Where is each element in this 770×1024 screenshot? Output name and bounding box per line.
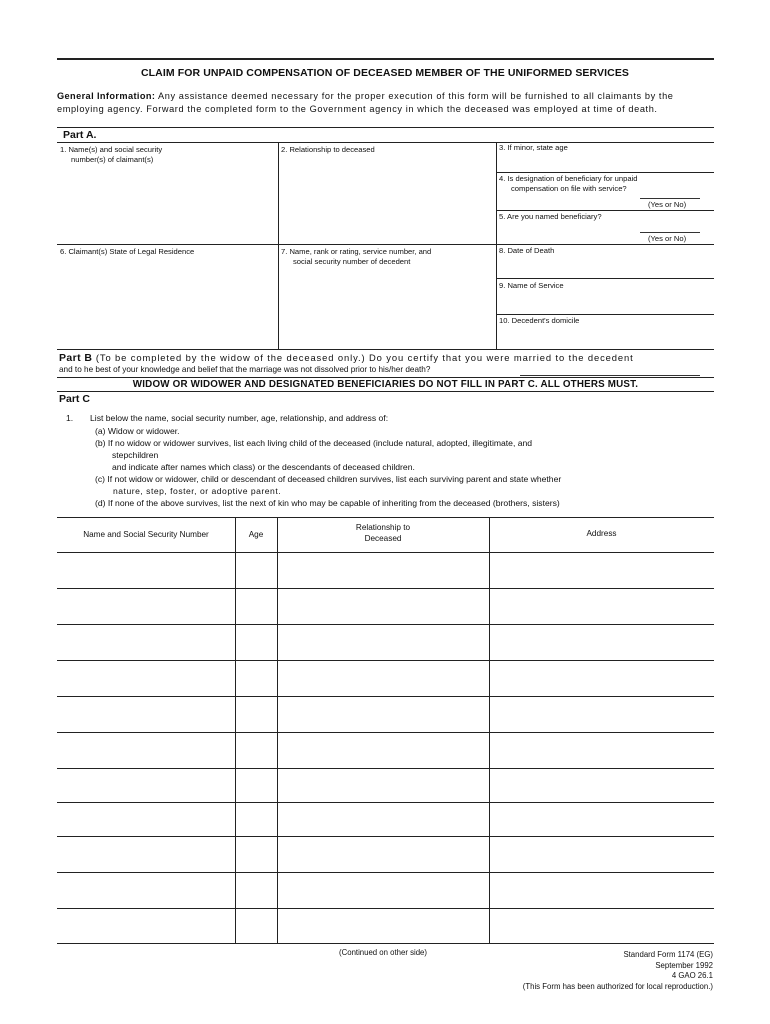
- table-top-rule: [57, 517, 714, 518]
- part-c-option-d: (d) If none of the above survives, list the next of kin who may be capable of inheriting from the deceased (brothers, sisters): [95, 498, 560, 508]
- part-a-bottom-rule: [57, 349, 714, 350]
- general-information-text: Any assistance deemed necessary for the proper execution of this form will be furnished to all claimants by the employing agency. Forward the completed form to the Government agency in which the deceased was employed at time of death.: [57, 91, 674, 114]
- field-5-yes-no: (Yes or No): [648, 234, 687, 243]
- part-a-mid-rule: [57, 244, 714, 245]
- field-4-label-line2: compensation on file with service?: [511, 183, 627, 193]
- part-a-top-rule: [57, 127, 714, 128]
- table-row[interactable]: [57, 696, 714, 697]
- table-row[interactable]: [57, 908, 714, 909]
- field-6-label: 6. Claimant(s) State of Legal Residence: [60, 247, 195, 256]
- part-c-option-c-line1: (c) If not widow or widower, child or descendant of deceased children survives, list each surviving parent and state whether: [95, 474, 562, 484]
- general-information: [57, 90, 715, 115]
- table-row[interactable]: [57, 872, 714, 873]
- field-7-label-line2: social security number of decedent: [293, 256, 411, 266]
- field-2-label: 2. Relationship to deceased: [281, 145, 375, 154]
- field-10-label: 10. Decedent's domicile: [499, 316, 580, 325]
- part-c-option-b-line1: (b) If no widow or widower survives, list each living child of the deceased (include natural, adopted, illegitimate, and: [95, 438, 533, 448]
- part-a-rule-9: [496, 314, 714, 315]
- part-c-item-text: List below the name, social security number, age, relationship, and address of:: [90, 413, 389, 423]
- part-a-heading: Part A.: [63, 129, 97, 141]
- standard-form-gao: 4 GAO 26.1: [671, 971, 713, 980]
- part-c-item-number: 1.: [66, 413, 74, 423]
- table-row[interactable]: [57, 624, 714, 625]
- table-col-divider-1: [235, 517, 236, 943]
- reproduction-note: (This Form has been authorized for local reproduction.): [522, 981, 713, 991]
- column-header-name: Name and Social Security Number: [83, 530, 209, 539]
- part-c-heading: Part C: [59, 393, 90, 405]
- field-5-label: 5. Are you named beneficiary?: [499, 212, 602, 221]
- field-5-answer-line[interactable]: [640, 232, 700, 233]
- field-4-yes-no: (Yes or No): [648, 200, 687, 209]
- table-row[interactable]: [57, 552, 714, 553]
- column-header-age: Age: [248, 530, 264, 539]
- table-row[interactable]: [57, 660, 714, 661]
- table-row[interactable]: [57, 588, 714, 589]
- part-b-text-line1: (To be completed by the widow of the deceased only.) Do you certify that you were married to the decedent: [92, 352, 634, 363]
- table-bottom-rule: [57, 943, 714, 944]
- part-c-top-rule: [57, 391, 714, 392]
- part-b-label: Part B: [59, 352, 93, 364]
- part-c-notice: WIDOW OR WIDOWER AND DESIGNATED BENEFICIARIES DO NOT FILL IN PART C. ALL OTHERS MUST.: [132, 379, 639, 390]
- field-4-answer-line[interactable]: [640, 198, 700, 199]
- field-7-label: [281, 247, 431, 266]
- part-c-option-b-line2: stepchildren: [112, 450, 159, 460]
- part-a-divider-1: [278, 142, 279, 349]
- part-a-grid-top: [57, 142, 714, 143]
- part-b-rule: [57, 377, 714, 378]
- table-row[interactable]: [57, 768, 714, 769]
- field-1-label: [60, 145, 162, 164]
- table-row[interactable]: [57, 802, 714, 803]
- top-rule: [57, 58, 714, 60]
- part-b-text-line2: and to he best of your knowledge and belief that the marriage was not dissolved prior to his/her death?: [59, 365, 431, 374]
- part-c-option-a: (a) Widow or widower.: [95, 426, 180, 436]
- column-header-address: Address: [586, 529, 617, 538]
- standard-form-info: [523, 950, 713, 992]
- column-header-relationship-line1: Relationship to: [355, 523, 411, 532]
- continued-note: (Continued on other side): [339, 948, 427, 957]
- table-row[interactable]: [57, 836, 714, 837]
- column-header-relationship-line2: Deceased: [364, 534, 402, 543]
- part-c-option-b-line3: and indicate after names which class) or the descendants of deceased children.: [112, 462, 415, 472]
- part-a-rule-4: [496, 210, 714, 211]
- field-1-label-line2: number(s) of claimant(s): [71, 154, 154, 164]
- field-8-label: 8. Date of Death: [499, 246, 555, 255]
- part-a-divider-2: [496, 142, 497, 349]
- table-row[interactable]: [57, 732, 714, 733]
- general-information-label: General Information:: [57, 91, 156, 101]
- standard-form-number: Standard Form 1174 (EG): [623, 950, 713, 959]
- form-title: CLAIM FOR UNPAID COMPENSATION OF DECEASED MEMBER OF THE UNIFORMED SERVICES: [140, 67, 630, 79]
- part-a-rule-8: [496, 278, 714, 279]
- field-3-label: 3. If minor, state age: [499, 143, 568, 152]
- part-b-line1: [59, 352, 634, 364]
- table-col-divider-3: [489, 517, 490, 943]
- field-4-label: [499, 174, 637, 193]
- field-1-label-line1: 1. Name(s) and social security: [60, 145, 163, 154]
- column-header-relationship: [277, 522, 489, 544]
- part-c-option-c-line2: nature, step, foster, or adoptive parent.: [113, 486, 282, 496]
- standard-form-date: September 1992: [655, 960, 713, 970]
- table-col-divider-2: [277, 517, 278, 943]
- part-b-answer-line[interactable]: [520, 375, 700, 376]
- part-a-rule-3: [496, 172, 714, 173]
- field-4-label-line1: 4. Is designation of beneficiary for unpaid: [499, 174, 638, 183]
- field-9-label: 9. Name of Service: [499, 281, 564, 290]
- field-7-label-line1: 7. Name, rank or rating, service number, and: [281, 247, 432, 256]
